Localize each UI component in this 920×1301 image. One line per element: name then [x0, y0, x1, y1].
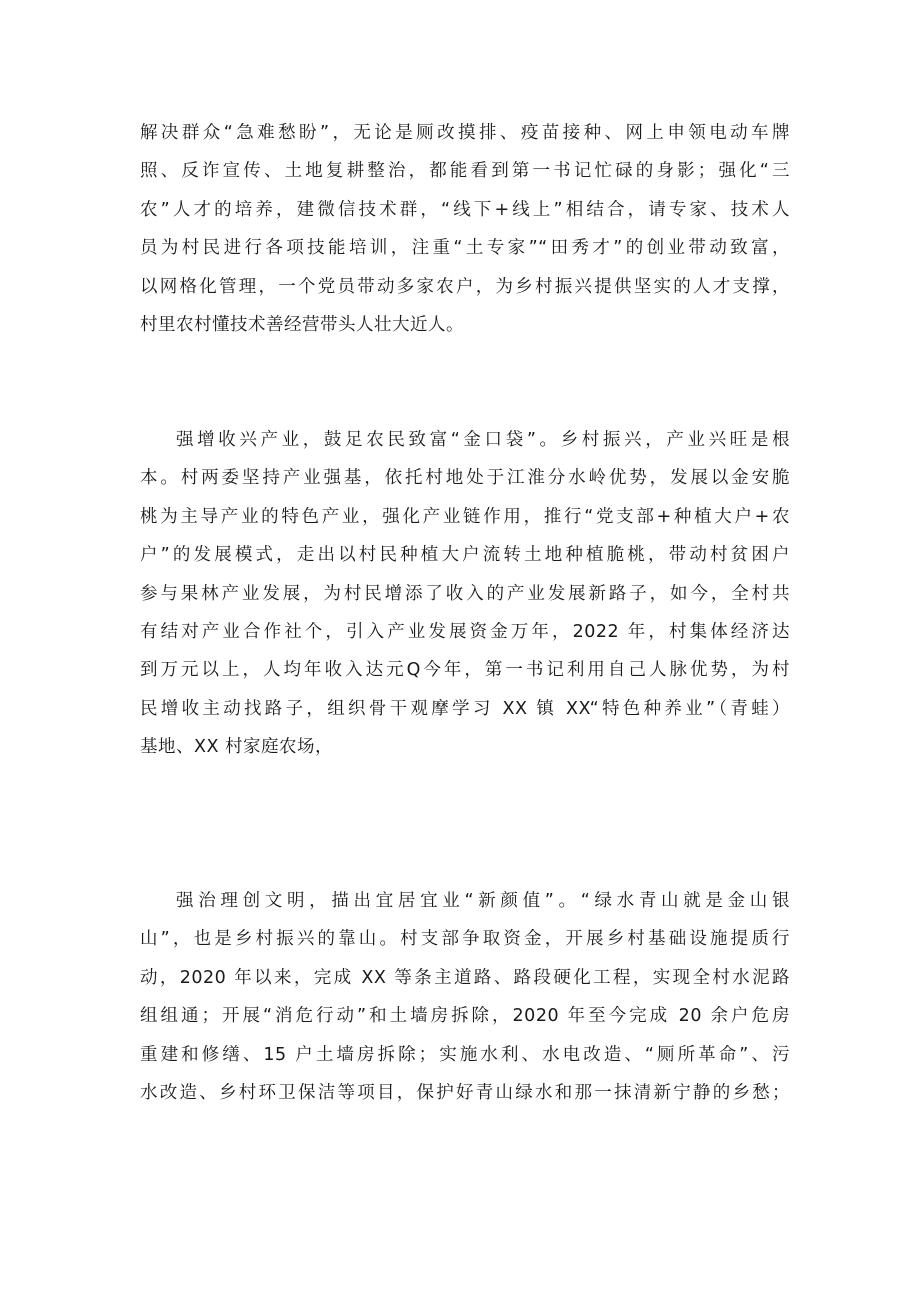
text-line: 强增收兴产业，鼓足农民致富“金口袋”。乡村振兴，产业兴旺是根	[176, 430, 790, 450]
text-line: 重建和修缮、15 户土墙房拆除；实施水利、水电改造、“厕所革命”、污	[140, 1044, 790, 1065]
text-line: 有结对产业合作社个，引入产业发展资金万年，2022 年，村集体经济达	[140, 621, 790, 642]
text-line: 农”人才的培养，建微信技术群，“线下+线上”相结合，请专家、技术人	[140, 199, 790, 220]
text-line: 村里农村懂技术善经营带头人壮大近人。	[140, 314, 464, 335]
paragraph-talent-support	[140, 114, 790, 344]
text-line: 员为村民进行各项技能培训，注重“土专家”“田秀才”的创业带动致富，	[140, 238, 790, 259]
text-line: 强治理创文明，描出宜居宜业“新颜值”。“绿水青山就是金山银	[176, 891, 790, 911]
text-line: 桃为主导产业的特色产业，强化产业链作用，推行“党支部+种植大户+农	[140, 506, 790, 527]
text-line: 解决群众“急难愁盼”，无论是厕改摸排、疫苗接种、网上申领电动车牌	[140, 123, 790, 143]
paragraph-governance-civilization	[140, 882, 790, 1112]
text-line: 以网格化管理，一个党员带动多家农户，为乡村振兴提供坚实的人才支撑，	[140, 276, 790, 297]
text-line: 组组通；开展“消危行动”和土墙房拆除，2020 年至今完成 20 余户危房	[140, 1006, 790, 1027]
text-line: 参与果林产业发展，为村民增添了收入的产业发展新路子，如今，全村共	[140, 583, 790, 604]
text-line: 户”的发展模式，走出以村民种植大户流转土地种植脆桃，带动村贫困户	[140, 545, 790, 566]
text-line: 基地、XX 村家庭农场，	[140, 737, 334, 758]
text-line: 民增收主动找路子，组织骨干观摩学习 XX 镇 XX“特色种养业”（青蛙）	[140, 698, 790, 719]
text-line: 到万元以上，人均年收入达元Q今年，第一书记利用自己人脉优势，为村	[140, 660, 790, 681]
text-line: 本。村两委坚持产业强基，依托村地处于江淮分水岭优势，发展以金安脆	[140, 468, 790, 489]
text-line: 照、反诈宣传、土地复耕整治，都能看到第一书记忙碌的身影；强化“三	[140, 161, 790, 182]
text-line: 山”，也是乡村振兴的靠山。村支部争取资金，开展乡村基础设施提质行	[140, 929, 790, 950]
text-line: 动，2020 年以来，完成 XX 等条主道路、路段硬化工程，实现全村水泥路	[140, 967, 790, 988]
paragraph-industry-income	[140, 421, 790, 767]
text-line: 水改造、乡村环卫保洁等项目，保护好青山绿水和那一抹清新宁静的乡愁；	[140, 1082, 790, 1103]
